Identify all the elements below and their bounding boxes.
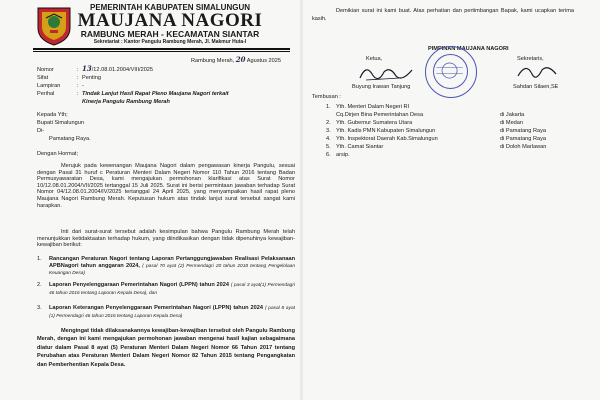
- nomor-handwritten: 13: [82, 64, 92, 73]
- official-stamp-icon: [425, 46, 477, 98]
- perihal-line-2: Kinerja Pangulu Rambung Merah: [82, 99, 170, 105]
- meta-value-nomor: [82, 66, 153, 74]
- cc-recipient: Yth. Menteri Dalam Negeri RI: [336, 104, 410, 110]
- cc-recipient: Yth. Inspektorat Daerah Kab.Simalungun: [336, 136, 438, 142]
- date-prefix: Rambung Merah,: [191, 58, 235, 64]
- cc-number: 2.: [326, 120, 331, 126]
- cc-place: di Jakarta: [500, 112, 525, 118]
- item-reference: ( pasal 70 ayat (2) Permendagri 20 tahun 2018 tentang Pengelolaan Keuangan Desa): [49, 263, 295, 277]
- letterhead-secretariat: Sekretariat : Kantor Pangulu Rambung Merah, Jl. Makmur Huta-I: [93, 39, 247, 45]
- cc-place: di Pamatang Raya: [500, 128, 547, 134]
- cc-place: di Medan: [500, 120, 524, 126]
- cc-recipient: Cq.Dirjen Bina Pemerintahan Desa: [336, 112, 424, 118]
- meta-value-sifat: Penting: [82, 75, 101, 81]
- cc-number: 3.: [326, 128, 331, 134]
- meta-label-sifat: Sifat: [37, 75, 49, 81]
- meta-colon: :: [77, 67, 79, 73]
- meta-label-perihal: Perihal: [37, 91, 55, 97]
- body-paragraph-1: Merujuk pada kewenangan Maujana Nagori dalam pengawasan kinerja Pangulu, sesuai dengan Pasal 31 huruf c Peraturan Menteri Dalam Negeri Nomor 110 Tahun 2016 tentang Badan Permusyawaratan Desa, kami mengajukan permohonan klarifikasi atas Surat Nomor 10/12.08.01.2004/VII/2025 tertanggal 15 Juli 2025. Surat ini berisi permintaan jawaban terhadap Surat Nomor 04/12.08.01.2004/IV/2025 tertanggal 24 April 2025, yang menyampaikan hasil rapat pleno Maujana Nagori Rambung Merah. Keputusan hukum atas tindak lanjut surat tersebut sangat kami harapkan.: [37, 163, 295, 209]
- cc-recipient: arsip.: [336, 152, 350, 158]
- recipient-name: Bupati Simalungun: [37, 120, 84, 126]
- letterhead-rule-thin: [33, 51, 290, 52]
- closing-paragraph: Mengingat tidak dilaksanakannya kewajiban-kewajiban tersebut oleh Pangulu Rambung Merah, dengan ini kami mengajukan permohonan jawaban mengenai hasil kajian sebagaimana diatur dalam Pasal 8 ayat (5) Peraturan Menteri Dalam Negeri Nomor 66 Tahun 2017 tentang Perubahan atas Peraturan Menteri Dalam Negeri Nomor 82 Tahun 2015 tentang Pengangkatan dan Pemberhentian Kepala Desa.: [37, 328, 295, 368]
- chair-role: Ketua,: [366, 56, 383, 62]
- date-rest: Agustus 2025: [246, 58, 281, 64]
- cc-number: 6.: [326, 152, 331, 158]
- cc-place: di Pamatang Raya: [500, 136, 547, 142]
- secretary-name: Sahdan Silaen,SE: [513, 84, 559, 90]
- recipient-salutation: Kepada Yth;: [37, 112, 68, 118]
- cc-number: 5.: [326, 144, 331, 150]
- perihal-line-1: Tindak Lanjut Hasil Rapat Pleno Maujana Nagori terkait: [82, 91, 229, 97]
- list-item: [49, 305, 295, 320]
- chair-name: Buyung Irawan Tanjung: [352, 84, 411, 90]
- cc-place: di Doloh Marlawan: [500, 144, 547, 150]
- board-title: PIMPINAN MAUJANA NAGORI: [428, 46, 509, 52]
- body-paragraph-2: Inti dari surat-surat tersebut adalah kesimpulan bahwa Pangulu Rambung Merah telah menunjukkan ketidaktaatan terhadap hukum, yang diindikasikan dengan tidak dipenuhinya kewajiban-kewajiban berikut:: [37, 229, 295, 249]
- recipient-di: Di-: [37, 128, 45, 134]
- recipient-place: Pamatang Raya.: [49, 136, 91, 142]
- cc-recipient: Yth. Gubernur Sumatera Utara: [336, 120, 413, 126]
- letterhead-rule: [33, 48, 290, 50]
- cc-number: 4.: [326, 136, 331, 142]
- letter-date: [191, 57, 281, 65]
- item-title: Laporan Keterangan Penyelenggaraan Pemerintahan Nagori (LPPN) tahun 2024: [49, 305, 263, 311]
- meta-colon: :: [77, 91, 79, 97]
- nomor-code: /12.08.01.2004/VIII/2025: [91, 67, 154, 73]
- letterhead-government: PEMERINTAH KABUPATEN SIMALUNGUN: [90, 3, 250, 12]
- item-number: 2.: [37, 282, 42, 288]
- date-day-handwritten: 20: [235, 55, 246, 64]
- item-number: 1.: [37, 256, 42, 262]
- item-title: Rancangan Peraturan Nagori tentang Laporan Pertanggungjawaban Realisasi Pelaksanaan APBNagori tahun anggaran 2024,: [49, 256, 295, 269]
- letterhead-place: RAMBUNG MERAH - KECAMATAN SIANTAR: [80, 29, 260, 39]
- greeting: Dengan Hormat;: [37, 151, 79, 157]
- cc-title: Tembusan :: [312, 94, 341, 100]
- item-reference: ( pasal 8 ayat (1) Permendagri 46 tahun 2016 tentang Laporan Kepala Desa): [49, 306, 295, 319]
- chair-signature-icon: [356, 62, 416, 84]
- simalungun-logo-icon: [34, 4, 74, 46]
- cc-recipient: Yth. Camat Siantar: [336, 144, 384, 150]
- meta-value-lampiran: -: [82, 83, 84, 89]
- secretary-role: Sekretaris,: [517, 56, 544, 62]
- meta-label-nomor: Nomor: [37, 67, 54, 73]
- cc-recipient: Yth. Kadis PMN Kabupaten Simalungun: [336, 128, 436, 134]
- item-reference: ( pasal 3 ayat(1) Permendagri 46 tahun 2016 tentang Laporan Kepala Desa), dan: [49, 283, 295, 296]
- secretary-signature-icon: [514, 62, 560, 84]
- cc-number: 1.: [326, 104, 331, 110]
- meta-colon: :: [77, 83, 79, 89]
- item-title: Laporan Penyelenggaraan Pemerintahan Nagori (LPPN) tahun 2024: [49, 282, 229, 288]
- closing-remark: Demikian surat ini kami buat. Atas perhatian dan pertimbangan Bapak, kami ucapkan terima kasih.: [312, 8, 574, 22]
- meta-colon: :: [77, 75, 79, 81]
- meta-label-lampiran: Lampiran: [37, 83, 61, 89]
- list-item: [49, 282, 295, 297]
- item-number: 3.: [37, 305, 42, 311]
- letterhead-title: MAUJANA NAGORI: [77, 10, 263, 31]
- list-item: [49, 256, 295, 278]
